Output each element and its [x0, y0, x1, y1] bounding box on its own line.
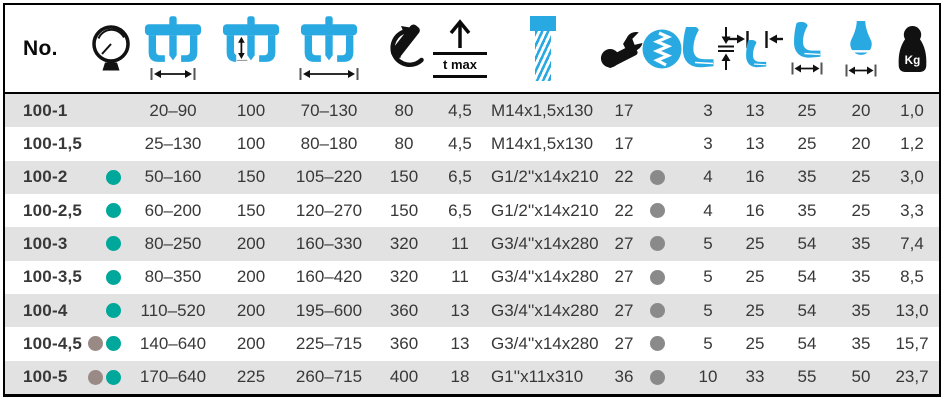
- spindle-thread-circle-icon: [642, 29, 682, 69]
- tip-span-value: 20: [851, 100, 871, 120]
- product-no: 100-2: [23, 167, 68, 187]
- spread-max-value: 120–270: [295, 200, 363, 220]
- teal-dot: [106, 336, 121, 351]
- spindle-dot-cell: [641, 361, 683, 394]
- header-cell-tip-span: [837, 5, 885, 92]
- jaw-depth-value: 200: [236, 233, 266, 253]
- spindle-thread-value: G1/2''x14x210: [491, 200, 599, 220]
- torque-value: 320: [389, 233, 419, 253]
- teal-dot: [106, 203, 121, 218]
- jaw-depth-value: 100: [236, 133, 266, 153]
- spread-min-value: 140–640: [139, 333, 207, 353]
- variant-dots: [87, 261, 135, 294]
- hex-size-value: 22: [614, 200, 634, 220]
- weight-value: 3,0: [900, 167, 924, 187]
- jaw-thickness-value: 5: [703, 300, 713, 320]
- t-max-value: 18: [450, 367, 470, 387]
- teal-dot: [106, 370, 121, 385]
- hex-size-value: 22: [614, 167, 634, 187]
- span-arrow-small-icon: [845, 64, 877, 77]
- torque-value: 320: [389, 267, 419, 287]
- jaw-depth-value: 200: [236, 300, 266, 320]
- jaw-span-value: 35: [797, 167, 817, 187]
- brown-dot: [88, 370, 103, 385]
- tip-span-value: 25: [851, 167, 871, 187]
- jaw-thickness-value: 5: [703, 233, 713, 253]
- spread-min-value: 60–200: [144, 200, 202, 220]
- jaw-span-value: 54: [797, 300, 817, 320]
- header-cell-spread-max: [291, 5, 367, 92]
- teal-dot: [106, 270, 121, 285]
- jaw-clearance-value: 25: [745, 300, 765, 320]
- jaw-span-value: 54: [797, 233, 817, 253]
- weight-value: 1,2: [900, 133, 924, 153]
- spindle-bolt-icon: [530, 16, 556, 81]
- hex-size-value: 27: [614, 267, 634, 287]
- spread-min-value: 170–640: [139, 367, 207, 387]
- table-row: [5, 127, 939, 160]
- spread-min-value: 50–160: [144, 167, 202, 187]
- spindle-thread-value: G3/4''x14x280: [491, 300, 599, 320]
- table-header: [5, 5, 939, 92]
- header-cell-jaw-span: [777, 5, 837, 92]
- product-no: 100-1,5: [23, 133, 83, 153]
- gray-dot: [650, 370, 665, 385]
- jaw-span-value: 25: [797, 100, 817, 120]
- puller-jaw-depth-icon: [220, 16, 282, 81]
- jaw-thickness-value: 3: [703, 133, 713, 153]
- spindle-thread-value: M14x1,5x130: [491, 100, 594, 120]
- puller-spread-max-icon: [298, 16, 360, 81]
- product-no: 100-4,5: [23, 333, 83, 353]
- header-cell-jaw-depth: [211, 5, 291, 92]
- tip-span-value: 35: [851, 233, 871, 253]
- variant-dots: [87, 227, 135, 260]
- weight-value: 7,4: [900, 233, 924, 253]
- jaw-clearance-value: 16: [745, 200, 765, 220]
- spread-min-value: 20–90: [149, 100, 197, 120]
- no-column-header: No.: [23, 36, 58, 60]
- jaw-depth-value: 200: [236, 333, 266, 353]
- torque-value: 80: [394, 100, 414, 120]
- variant-dots: [87, 127, 135, 160]
- jaw-clearance-value: 16: [745, 167, 765, 187]
- jaw-span-value: 54: [797, 267, 817, 287]
- jaw-span-value: 55: [797, 367, 817, 387]
- teal-dot: [106, 236, 121, 251]
- torque-value: 150: [389, 167, 419, 187]
- table-row: [5, 194, 939, 227]
- kg-label: Kg: [904, 53, 920, 67]
- puller-icon: [142, 16, 204, 65]
- header-cell-spread-min: [135, 5, 211, 92]
- table-row: [5, 261, 939, 294]
- variant-dots: [87, 94, 135, 127]
- spindle-dot-cell: [641, 161, 683, 194]
- teal-dot: [106, 170, 121, 185]
- jaw-hook-icon: [791, 22, 823, 60]
- spindle-dot-cell: [641, 127, 683, 160]
- spread-max-value: 195–600: [295, 300, 363, 320]
- spindle-dot-cell: [641, 194, 683, 227]
- torque-value: 400: [389, 367, 419, 387]
- pressure-gauge-icon: [89, 23, 133, 75]
- weight-value: 3,3: [900, 200, 924, 220]
- weight-value: 8,5: [900, 267, 924, 287]
- t-max-value: 13: [450, 333, 470, 353]
- spindle-thread-value: G3/4''x14x280: [491, 233, 599, 253]
- span-arrow-icon: [150, 67, 196, 81]
- product-no: 100-5: [23, 367, 68, 387]
- header-cell-thread-detail: [641, 5, 683, 92]
- header-cell-t-max: [441, 5, 479, 92]
- product-no: 100-3,5: [23, 267, 83, 287]
- spindle-dot-cell: [641, 227, 683, 260]
- torque-wrench-icon: [379, 24, 429, 74]
- puller-spec-table: [3, 3, 941, 397]
- spread-max-value: 105–220: [295, 167, 363, 187]
- bolt-head: [530, 16, 556, 31]
- torque-value: 150: [389, 200, 419, 220]
- weight-value: 23,7: [895, 367, 929, 387]
- t-max-value: 13: [450, 300, 470, 320]
- tip-span-value: 35: [851, 267, 871, 287]
- table-row: [5, 161, 939, 194]
- product-no: 100-2,5: [23, 200, 83, 220]
- jaw-span-value: 25: [797, 133, 817, 153]
- torque-value: 360: [389, 300, 419, 320]
- tip-span-icon: [845, 21, 877, 77]
- product-no: 100-4: [23, 300, 68, 320]
- jaw-thickness-value: 4: [703, 200, 713, 220]
- jaw-clearance-value: 25: [745, 233, 765, 253]
- hex-size-value: 27: [614, 333, 634, 353]
- jaw-depth-value: 225: [236, 367, 266, 387]
- t-max-value: 11: [451, 267, 469, 287]
- header-cell-gauge: [87, 5, 135, 92]
- jaw-thickness-value: 5: [703, 267, 713, 287]
- gray-dot: [650, 336, 665, 351]
- tip-span-value: 35: [851, 300, 871, 320]
- table-row: [5, 361, 939, 394]
- table-row: [5, 94, 939, 127]
- spread-min-value: 25–130: [144, 133, 202, 153]
- weight-value: 15,7: [895, 333, 929, 353]
- torque-value: 360: [389, 333, 419, 353]
- gray-dot: [650, 236, 665, 251]
- jaw-thickness-value: 10: [698, 367, 718, 387]
- variant-dots: [87, 361, 135, 394]
- spindle-thread-value: M14x1,5x130: [491, 133, 594, 153]
- jaw-thickness-value: 5: [703, 333, 713, 353]
- hex-size-value: 17: [614, 133, 634, 153]
- weight-value: 1,0: [900, 100, 924, 120]
- spread-min-value: 80–350: [144, 267, 202, 287]
- jaw-span-value: 54: [797, 333, 817, 353]
- spread-max-value: 260–715: [295, 367, 363, 387]
- span-arrow-wide-icon: [299, 67, 359, 81]
- tip-span-value: 35: [851, 333, 871, 353]
- jaw-clearance-value: 25: [745, 267, 765, 287]
- jaw-clearance-icon: [726, 27, 784, 70]
- table-body: [5, 94, 939, 394]
- puller-icon: [220, 16, 282, 65]
- tip-span-value: 20: [851, 133, 871, 153]
- weight-value: 13,0: [895, 300, 929, 320]
- gray-dot: [650, 303, 665, 318]
- spread-max-value: 160–330: [295, 233, 363, 253]
- spindle-dot-cell: [641, 294, 683, 327]
- jaw-depth-value: 200: [236, 267, 266, 287]
- t-max-value: 6,5: [448, 167, 472, 187]
- variant-dots: [87, 194, 135, 227]
- jaw-depth-value: 100: [236, 100, 266, 120]
- span-arrow-small-icon: [791, 62, 823, 75]
- tip-span-value: 50: [851, 367, 871, 387]
- header-cell-spindle: [479, 5, 607, 92]
- jaw-tip-icon: [847, 21, 875, 62]
- jaw-depth-value: 150: [236, 167, 266, 187]
- teal-dot: [106, 303, 121, 318]
- jaw-thickness-value: 3: [703, 100, 713, 120]
- spindle-thread-value: G1''x11x310: [491, 367, 584, 387]
- hex-size-value: 17: [614, 100, 634, 120]
- puller-spread-min-icon: [142, 16, 204, 81]
- header-cell-weight: [885, 5, 939, 92]
- torque-value: 80: [394, 133, 414, 153]
- jaw-clearance-value: 25: [745, 333, 765, 353]
- spread-min-value: 80–250: [144, 233, 202, 253]
- table-row: [5, 294, 939, 327]
- jaw-depth-value: 150: [236, 200, 266, 220]
- table-row: [5, 327, 939, 360]
- t-max-value: 4,5: [448, 100, 472, 120]
- variant-dots: [87, 294, 135, 327]
- t-max-value: 6,5: [448, 200, 472, 220]
- jaw-span-value: 35: [797, 200, 817, 220]
- puller-icon: [298, 16, 360, 65]
- hex-size-value: 27: [614, 233, 634, 253]
- tip-span-value: 25: [851, 200, 871, 220]
- table-row: [5, 227, 939, 260]
- spindle-thread-value: G3/4''x14x280: [491, 333, 599, 353]
- product-no: 100-1: [23, 100, 68, 120]
- spread-min-value: 110–520: [140, 300, 206, 320]
- spindle-thread-value: G1/2''x14x210: [491, 167, 599, 187]
- spread-max-value: 225–715: [295, 333, 363, 353]
- header-cell-torque: [367, 5, 441, 92]
- hex-size-value: 27: [614, 300, 634, 320]
- jaw-clearance-value: 13: [745, 133, 765, 153]
- gray-dot: [650, 270, 665, 285]
- product-no: 100-3: [23, 233, 68, 253]
- jaw-clearance-value: 33: [745, 367, 765, 387]
- hex-size-value: 36: [614, 367, 634, 387]
- brown-dot: [88, 336, 103, 351]
- spread-max-value: 80–180: [300, 133, 358, 153]
- variant-dots: [87, 327, 135, 360]
- gray-dot: [650, 170, 665, 185]
- t-max-value: 4,5: [448, 133, 472, 153]
- spindle-dot-cell: [641, 94, 683, 127]
- header-cell-no: [5, 5, 87, 92]
- header-cell-jaw-clearance: [733, 5, 777, 92]
- variant-dots: [87, 161, 135, 194]
- t-max-label: t max: [443, 57, 477, 72]
- jaw-span-icon: [791, 22, 823, 75]
- spindle-thread-value: G3/4''x14x280: [491, 267, 599, 287]
- jaw-clearance-value: 13: [745, 100, 765, 120]
- up-arrow-icon: [443, 19, 477, 49]
- spread-max-value: 70–130: [300, 100, 358, 120]
- spindle-dot-cell: [641, 261, 683, 294]
- header-cell-hex: [607, 5, 641, 92]
- gray-dot: [650, 203, 665, 218]
- weight-kg-icon: [894, 25, 931, 72]
- jaw-thickness-value: 4: [703, 167, 713, 187]
- t-max-value: 11: [451, 233, 469, 253]
- spread-max-value: 160–420: [295, 267, 363, 287]
- bolt-shaft: [535, 31, 551, 81]
- spindle-dot-cell: [641, 327, 683, 360]
